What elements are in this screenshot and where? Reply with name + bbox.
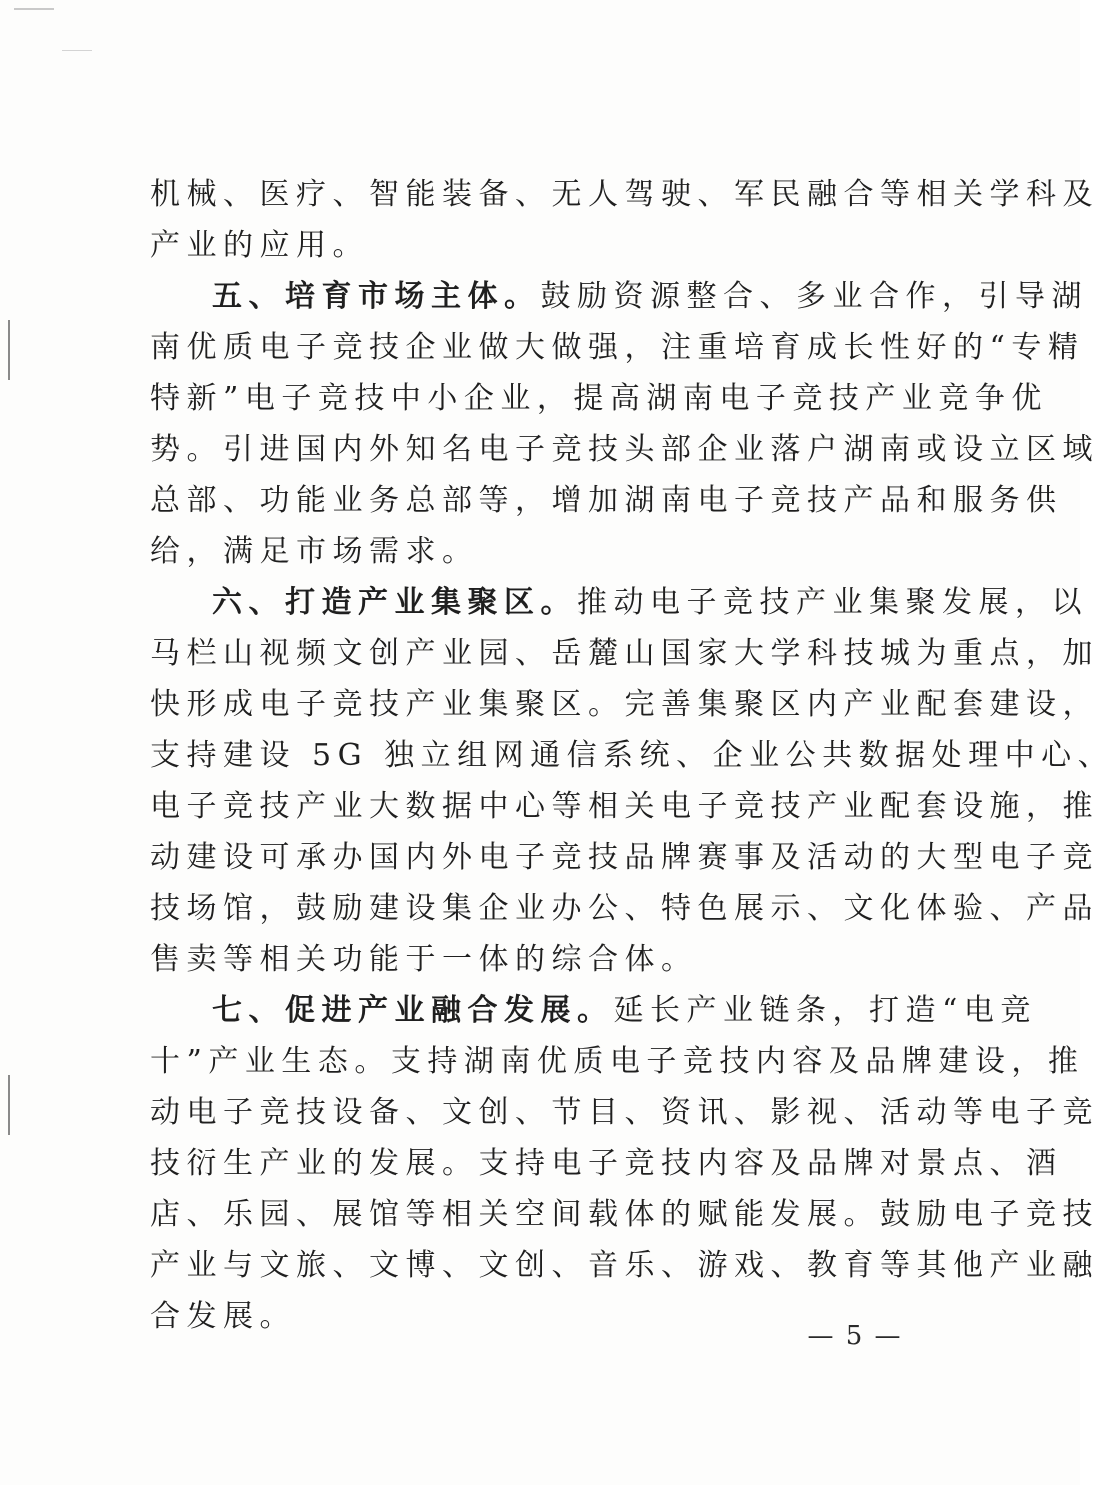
body-line: 店、乐园、展馆等相关空间载体的赋能发展。鼓励电子竞技 [150, 1197, 1099, 1232]
body-line: 产业的应用。 [150, 228, 369, 263]
body-line: 快形成电子竞技产业集聚区。完善集聚区内产业配套建设， [150, 687, 1099, 722]
body-line: 售卖等相关功能于一体的综合体。 [150, 942, 698, 977]
body-line: 马栏山视频文创产业园、岳麓山国家大学科技城为重点，加 [150, 636, 1099, 671]
body-line: 势。引进国内外知名电子竞技头部企业落户湖南或设立区域 [150, 432, 1099, 467]
scan-edge-mark [8, 1075, 10, 1135]
body-line: 技场馆，鼓励建设集企业办公、特色展示、文化体验、产品 [150, 891, 1099, 926]
section-7-first-line [212, 986, 1037, 1036]
body-line: 机械、医疗、智能装备、无人驾驶、军民融合等相关学科及 [150, 177, 1099, 212]
section-5-first-line [212, 272, 1088, 322]
scan-edge-mark [62, 50, 92, 51]
body-line: 动建设可承办国内外电子竞技品牌赛事及活动的大型电子竞 [150, 840, 1099, 875]
body-line: 十”产业生态。支持湖南优质电子竞技内容及品牌建设，推 [150, 1044, 1085, 1079]
section-6-lead-text: 推动电子竞技产业集聚发展，以 [577, 585, 1088, 620]
section-7-lead-text: 延长产业链条，打造“电竞 [613, 993, 1037, 1028]
body-line: 技衍生产业的发展。支持电子竞技内容及品牌对景点、酒 [150, 1146, 1063, 1181]
section-7-heading: 七、促进产业融合发展。 [212, 993, 614, 1028]
body-line: 合发展。 [150, 1299, 296, 1334]
page-number: — 5 — [807, 1321, 903, 1351]
body-line: 总部、功能业务总部等，增加湖南电子竞技产品和服务供 [150, 483, 1063, 518]
body-line: 电子竞技产业大数据中心等相关电子竞技产业配套设施，推 [150, 789, 1099, 824]
body-line: 特新”电子竞技中小企业，提高湖南电子竞技产业竞争优 [150, 381, 1048, 416]
section-6-heading: 六、打造产业集聚区。 [212, 585, 577, 620]
section-5-lead-text: 鼓励资源整合、多业合作，引导湖 [540, 279, 1088, 314]
section-6-first-line [212, 578, 1088, 628]
body-line: 支持建设 5G 独立组网通信系统、企业公共数据处理中心、 [150, 738, 1114, 773]
scan-edge-mark [14, 8, 54, 10]
body-line: 南优质电子竞技企业做大做强，注重培育成长性好的“专精 [150, 330, 1085, 365]
body-line: 给，满足市场需求。 [150, 534, 479, 569]
scan-edge-mark [8, 320, 10, 380]
section-5-heading: 五、培育市场主体。 [212, 279, 541, 314]
body-line: 动电子竞技设备、文创、节目、资讯、影视、活动等电子竞 [150, 1095, 1099, 1130]
body-line: 产业与文旅、文博、文创、音乐、游戏、教育等其他产业融 [150, 1248, 1099, 1283]
